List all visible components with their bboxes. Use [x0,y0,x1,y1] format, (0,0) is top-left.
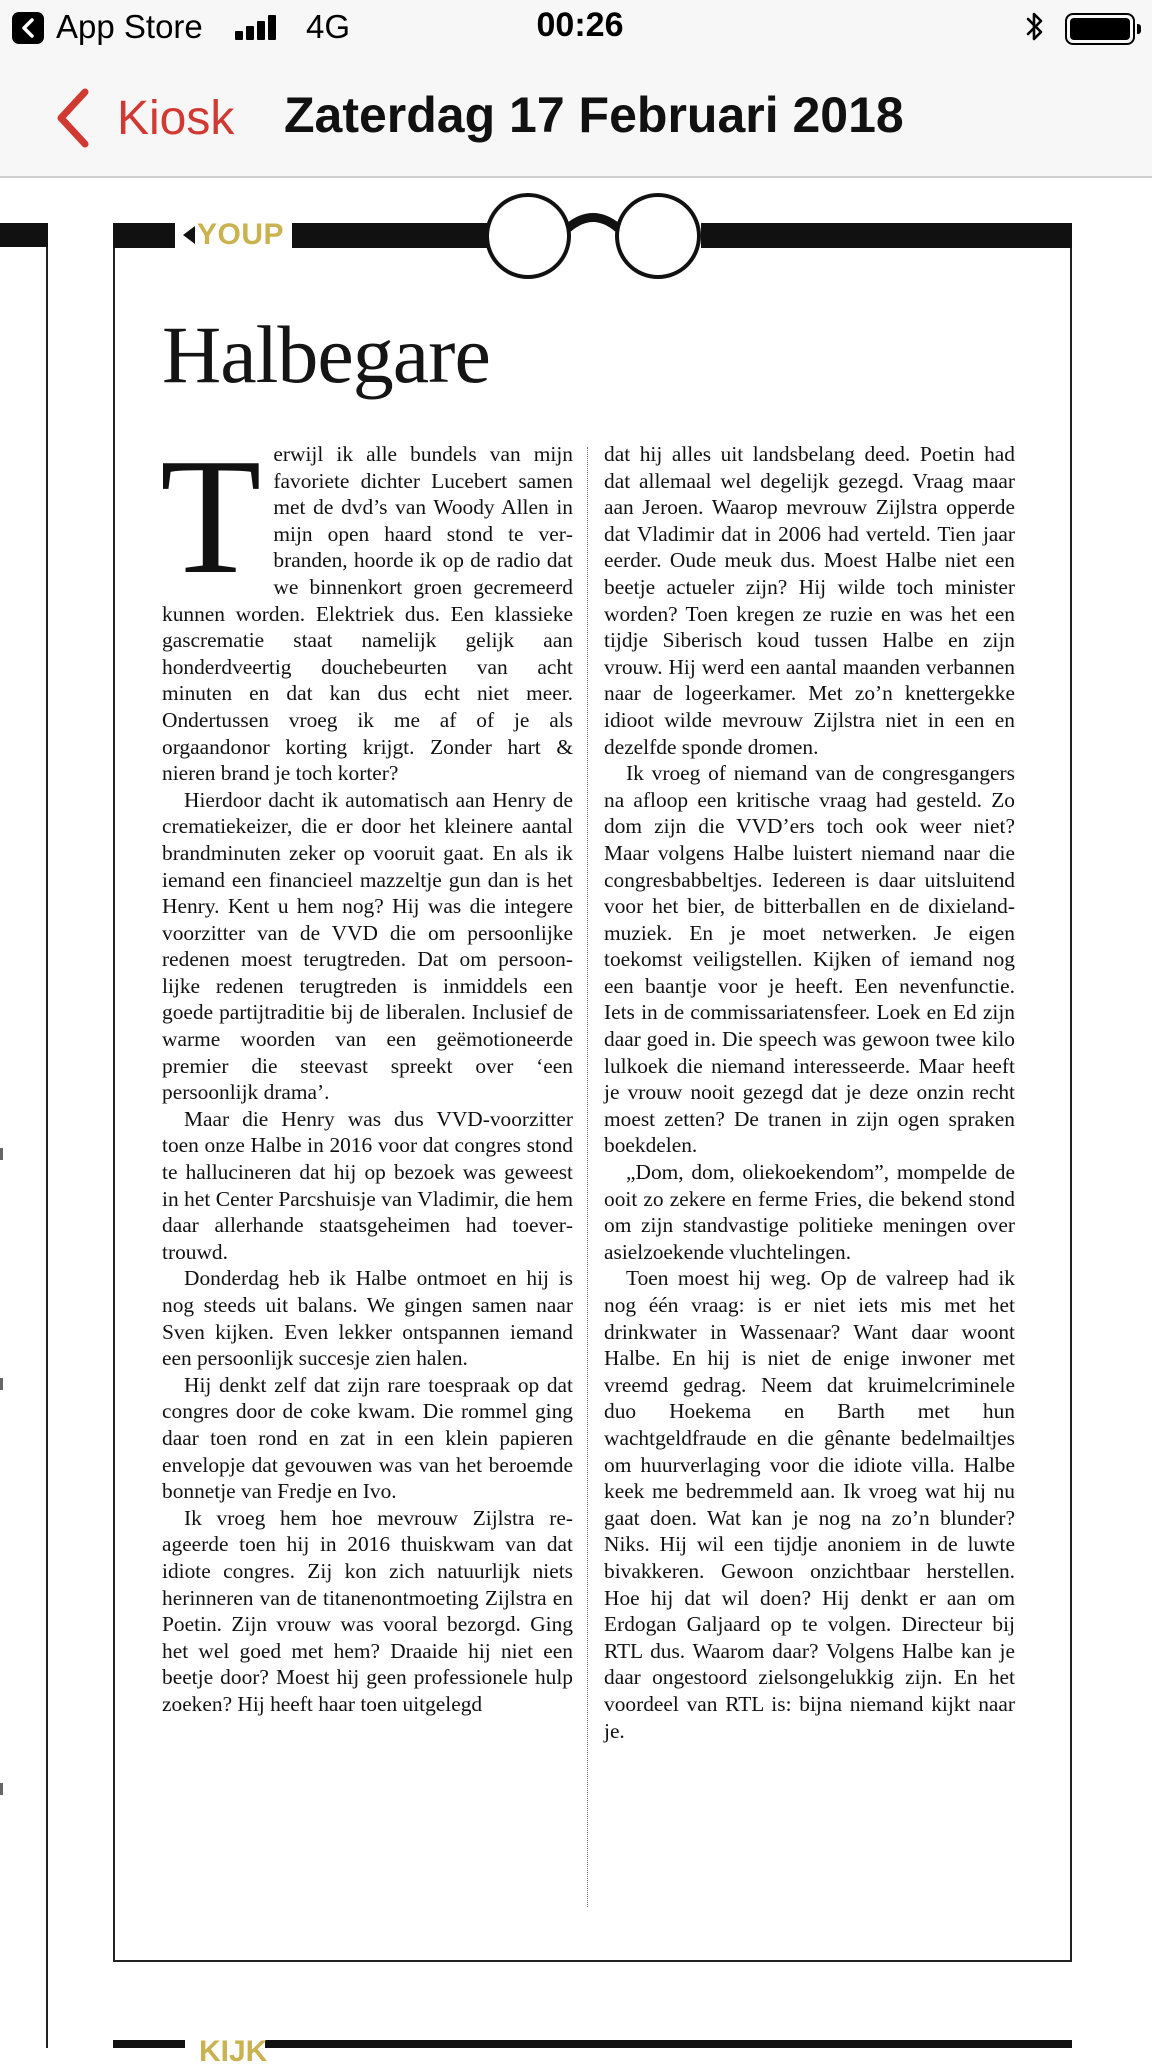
body-paragraph: Ik vroeg hem hoe mevrouw Zijlstra reageerde toen hij in 2016 thuiskwam van dat idiote congres. Zij kon zich natuurlijk niets herinneren van de titanenontmoeting Zijlstra en Poetin. Zijn vrouw was vooral bezorgd. Ging het wel goed met hem? Draaide hij niet een beetje door? Moest hij geen professionele hulp zoeken? Hij heeft haar toen uitgelegd [162,1505,573,1716]
previous-page-edge[interactable] [0,178,48,2048]
glasses-icon [484,193,702,285]
previous-page-border [46,247,48,2048]
paragraph-text: erwijl ik alle bundels van mijn favoriete dichter Lucebert samen met de dvd’s van Woody Allen in mijn open haard stond te verbranden, hoorde ik op de radio dat we binnenkort groen gecremeerd kunnen worden. Elektriek dus. Een klassieke gascrematie staat namelijk gelijk aan honderdveertig douchebeurten van acht minuten en dat kan dus echt niet meer. Ondertussen vroeg ik me af of je als orgaandonor korting krijgt. Zonder hart & nieren brand je toch korter? [162,442,573,786]
section-label: YOUP [197,218,285,251]
section-notch-icon [183,226,195,244]
previous-page-mark [0,1378,3,1390]
previous-page-mark [0,1783,3,1795]
body-paragraph: Ik vroeg of niemand van de congresgangers na afloop een kritische vraag had gesteld. Zo dom zijn die VVD’ers toch ook weer niet? Maar volgens Halbe luistert niemand naar die congresbabbeltjes. Iedereen is daar uitsluitend voor het bier, de bitterballen en de dixielandmuziek. En je moet netwerken. Je eigen toekomst veiligstellen. Kijken of iemand nog een baantje voor je heeft. Een nevenfunctie. Iets in de commissariatensfeer. Loek en Ed zijn daar goed in. Die speech was gewoon twee kilo lulkoek die niemand interesseerde. Maar heeft je vrouw nooit gezegd dat je deze onzin recht moest zetten? De tranen in zijn ogen spraken boekdelen. [604,761,1015,1158]
body-paragraph [160,424,573,787]
body-paragraph: „Dom, dom, oliekoekendom”, mompelde de ooit zo zekere en ferme Fries, die bekend stond om zijn standvastige politieke meningen over asielzoekende vluchtelingen. [604,1160,1015,1264]
article-headline: Halbegare [162,309,490,400]
article-header-rule [113,218,1072,251]
network-type: 4G [306,8,351,45]
header-bar-left [113,223,493,248]
status-bar [0,0,1152,58]
edition-date-title: Zaterdag 17 Februari 2018 [284,87,904,143]
column-article [113,218,1072,1962]
body-paragraph: Hij denkt zelf dat zijn rare toespraak op dat congres door de coke kwam. Die rommel ging daar toen rond en zat in een klein papieren envelopje dat gevouwen was van het beroemde bonnetje van Fredje en Ivo. [162,1372,573,1504]
next-section-tab [185,2035,268,2068]
header-bar-right [701,223,1072,248]
drop-cap: T [160,424,262,608]
previous-page-header-bar [0,223,48,247]
body-paragraph: Donderdag heb ik Halbe ontmoet en hij is nog steeds uit balans. We gingen samen naar Sven kijken. Even lekker ontspannen iemand een persoonlijk succesje zien halen. [162,1266,573,1371]
body-paragraph: Maar die Henry was dus VVD-voorzitter toen onze Halbe in 2016 voor dat congres stond te hallucineren dat hij op bezoek was geweest in het Center Parcshuisje van Vladimir, die hem daar allerhande staatsgeheimen had toevertrouwd. [162,1106,573,1264]
section-tab [175,217,292,253]
body-paragraph: Hierdoor dacht ik automatisch aan Henry de crematiekeizer, die er door het kleinere aantal brandminuten zeker op vooruit gaat. En als ik iemand een financieel mazzeltje gun dan is het Henry. Kent u hem nog? Hij was die integere voorzitter van de VVD die om persoonlijke redenen moest terugtreden. Dat om persoonlijke redenen terugtreden is inmiddels een goede partijtraditie bij de liberalen. Inclusief de warme woorden van een geëmotioneerde premier die steevast spreekt over ‘een persoonlijk drama’. [162,787,573,1105]
navigation-bar [0,58,1152,178]
back-app-label[interactable]: App Store [56,8,203,45]
body-paragraph: dat hij alles uit landsbelang deed. Poetin had dat allemaal wel degelijk gezegd. Vraag maar aan Jeroen. Waarop mevrouw Zijlstra opperde dat Vladimir dat in 2006 had verteld. Tien jaar eerder. Oude meuk dus. Moest Halbe niet een beetje actueler zijn? Hij wilde toch minister worden? Toen kregen ze ruzie en was het een tijdje Siberisch koud tussen Halbe en zijn vrouw. Hij werd een aantal maanden verbannen naar de logeerkamer. Met zo’n knettergekke idioot wilde mevrouw Zijlstra niet in een en dezelfde sponde dromen. [604,442,1015,759]
clock: 00:26 [536,6,624,44]
next-article-header[interactable] [113,2035,1072,2068]
battery-icon [1065,13,1135,45]
article-body [160,424,1019,1941]
next-section-label: KIJK [199,2035,268,2068]
text-column-right [604,441,1015,1744]
chevron-left-icon [55,88,91,148]
body-paragraph: Toen moest hij weg. Op de valreep had ik nog één vraag: is er niet iets mis met het drinkwater in Wassenaar? Want daar woont Halbe. En hij is niet de enige inwoner met vreemd gedrag. Neem dat kruimelcriminele duo Hoekema en Barth met hun wachtgeldfraude en die gênante bedelmailtjes om huurverlaging voor die idiote villa. Halbe keek me bedremmeld aan. Ik vroeg wat hij nu gaat doen. Wat kan je nog na zo’n blunder? Niks. Hij wil een tijdje anoniem in de luwte bivakkeren. Gewoon onzichtbaar herstellen. Hoe hij dat wil doen? Hij denkt er aan om Erdogan Galjaard op te volgen. Directeur bij RTL dus. Waarom daar? Volgens Halbe kan je daar ongestoord zielsongelukkig zijn. En het voordeel van RTL is: bijna niemand kijkt naar je. [604,1266,1015,1743]
text-column-left [160,424,573,1718]
kiosk-back-button[interactable] [55,88,234,148]
column-divider [587,447,588,1907]
previous-page-mark [0,1148,3,1160]
kiosk-back-label[interactable]: Kiosk [117,91,235,145]
bluetooth-icon [1025,10,1045,49]
